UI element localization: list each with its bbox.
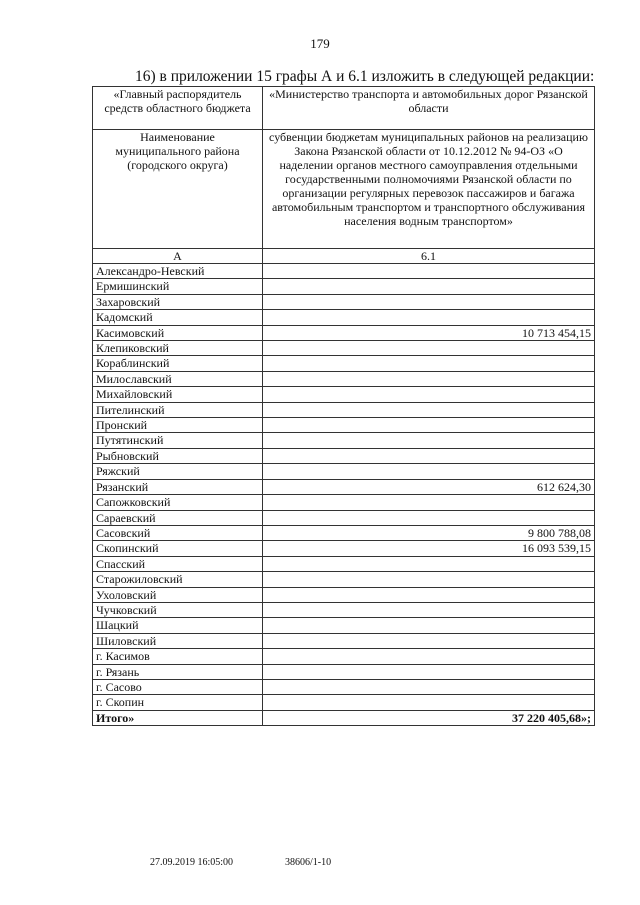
table-row [93, 510, 595, 525]
district-name-cell: Путятинский [93, 433, 263, 448]
header-cell-code-6-1: 6.1 [263, 249, 595, 264]
district-name-cell: Старожиловский [93, 572, 263, 587]
table-row [93, 587, 595, 602]
table-row [93, 264, 595, 279]
table-row [93, 294, 595, 309]
footer-doc-code: 38606/1-10 [285, 857, 332, 868]
district-name-cell: Рязанский [93, 479, 263, 494]
district-name-cell: Шацкий [93, 618, 263, 633]
header-cell-subvention-description: субвенции бюджетам муниципальных районов на реализацию Закона Рязанской области от 10.12.2012 № 94-ОЗ «О наделении органов местного самоуправления отдельными государственными полномочиями Рязанской области по организации регулярных перевозок пассажиров и багажа автомобильным транспортом и транспортного обслуживания населения водным транспортом» [263, 130, 595, 249]
table-row [93, 279, 595, 294]
district-name-cell: Рыбновский [93, 448, 263, 463]
amount-cell [263, 587, 595, 602]
district-name-cell: Пронский [93, 418, 263, 433]
district-name-cell: г. Скопин [93, 695, 263, 710]
district-name-cell: Милославский [93, 371, 263, 386]
table-row [93, 556, 595, 571]
page-number: 179 [310, 36, 330, 51]
table-row [93, 387, 595, 402]
amount-cell [263, 371, 595, 386]
district-name-cell: г. Рязань [93, 664, 263, 679]
amount-cell [263, 279, 595, 294]
amount-cell [263, 264, 595, 279]
table-row [93, 402, 595, 417]
district-name-cell: Ермишинский [93, 279, 263, 294]
table-row [93, 371, 595, 386]
table-row [93, 618, 595, 633]
table-row [93, 525, 595, 540]
table-row [93, 341, 595, 356]
amount-cell [263, 495, 595, 510]
district-name-cell: г. Сасово [93, 679, 263, 694]
amount-cell [263, 618, 595, 633]
amount-cell [263, 649, 595, 664]
district-name-cell: Кораблинский [93, 356, 263, 371]
district-name-cell: г. Касимов [93, 649, 263, 664]
district-name-cell: Скопинский [93, 541, 263, 556]
header-cell-ministry: «Министерство транспорта и автомобильных дорог Рязанской области [263, 87, 595, 130]
district-name-cell: Пителинский [93, 402, 263, 417]
amount-cell [263, 402, 595, 417]
amount-cell [263, 602, 595, 617]
total-amount: 37 220 405,68»; [263, 710, 595, 725]
header-row-codes [93, 249, 595, 264]
amount-cell [263, 664, 595, 679]
total-label: Итого» [93, 710, 263, 725]
amount-cell [263, 294, 595, 309]
subvention-table [92, 86, 595, 726]
amount-cell [263, 679, 595, 694]
district-name-cell: Сараевский [93, 510, 263, 525]
amount-cell [263, 556, 595, 571]
header-row-budget-holder [93, 87, 595, 130]
table-row [93, 448, 595, 463]
table-row [93, 679, 595, 694]
district-name-cell: Захаровский [93, 294, 263, 309]
district-name-cell: Александро-Невский [93, 264, 263, 279]
footer-datetime: 27.09.2019 16:05:00 [150, 857, 234, 868]
table-row [93, 479, 595, 494]
table-row [93, 310, 595, 325]
table-row [93, 602, 595, 617]
amount-cell: 9 800 788,08 [263, 525, 595, 540]
table-row [93, 495, 595, 510]
district-name-cell: Сапожковский [93, 495, 263, 510]
table-row [93, 649, 595, 664]
table-row [93, 418, 595, 433]
amount-cell [263, 464, 595, 479]
header-row-description [93, 130, 595, 249]
table-row [93, 664, 595, 679]
amount-cell: 10 713 454,15 [263, 325, 595, 340]
amount-cell [263, 387, 595, 402]
amount-cell [263, 572, 595, 587]
amount-cell [263, 310, 595, 325]
amount-cell [263, 510, 595, 525]
amount-cell [263, 448, 595, 463]
table-row [93, 433, 595, 448]
amount-cell [263, 633, 595, 648]
header-cell-district-name: Наименование муниципального района (городского округа) [93, 130, 263, 249]
amount-cell: 16 093 539,15 [263, 541, 595, 556]
total-row [93, 710, 595, 725]
amount-cell [263, 341, 595, 356]
amount-cell [263, 356, 595, 371]
amount-cell: 612 624,30 [263, 479, 595, 494]
table-row [93, 633, 595, 648]
district-name-cell: Шиловский [93, 633, 263, 648]
amount-cell [263, 418, 595, 433]
header-cell-budget-holder-label: «Главный распорядитель средств областного бюджета [93, 87, 263, 130]
district-name-cell: Сасовский [93, 525, 263, 540]
header-cell-code-a: А [93, 249, 263, 264]
table-row [93, 464, 595, 479]
table-row [93, 541, 595, 556]
district-name-cell: Чучковский [93, 602, 263, 617]
district-name-cell: Михайловский [93, 387, 263, 402]
district-name-cell: Ухоловский [93, 587, 263, 602]
table-row [93, 356, 595, 371]
table-row [93, 325, 595, 340]
district-name-cell: Спасский [93, 556, 263, 571]
district-name-cell: Касимовский [93, 325, 263, 340]
table-row [93, 695, 595, 710]
district-name-cell: Клепиковский [93, 341, 263, 356]
amount-cell [263, 433, 595, 448]
amount-cell [263, 695, 595, 710]
table-row [93, 572, 595, 587]
district-name-cell: Кадомский [93, 310, 263, 325]
district-name-cell: Ряжский [93, 464, 263, 479]
section-heading: 16) в приложении 15 графы А и 6.1 изложить в следующей редакции: [135, 68, 595, 85]
